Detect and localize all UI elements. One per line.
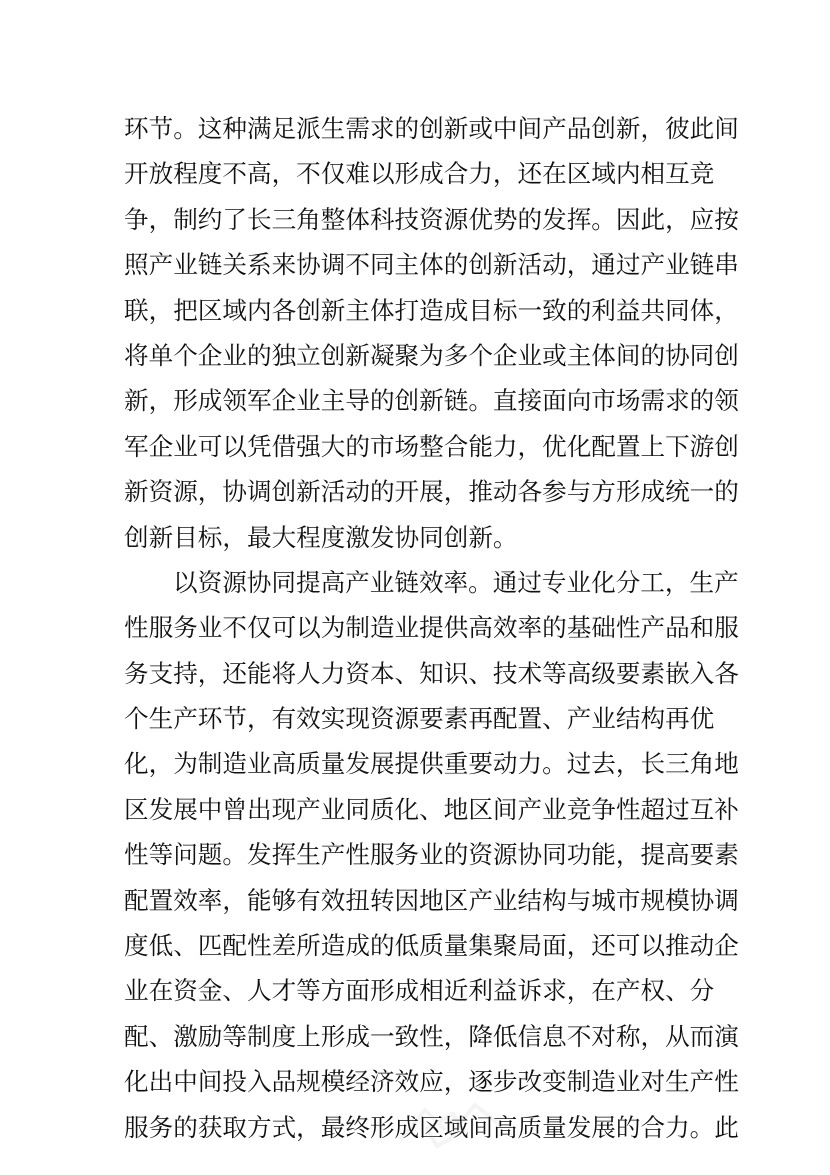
paragraph-2-line-3: 务支持，还能将人力资本、知识、技术等高级要素嵌入各 — [124, 658, 739, 688]
paragraph-1-line-5: 联，把区域内各创新主体打造成目标一致的利益共同体， — [124, 295, 739, 325]
paragraph-2-line-7: 性等问题。发挥生产性服务业的资源协同功能，提高要素 — [124, 840, 739, 870]
paragraph-1-line-2: 开放程度不高，不仅难以形成合力，还在区域内相互竞 — [124, 159, 715, 189]
paragraph-2-line-13: 服务的获取方式，最终形成区域间高质量发展的合力。此 — [124, 1112, 739, 1142]
paragraph-2-line-11: 配、激励等制度上形成一致性，降低信息不对称，从而演 — [124, 1021, 739, 1051]
paragraph-2-line-10: 业在资金、人才等方面形成相近利益诉求，在产权、分 — [124, 976, 715, 1006]
paragraph-1-line-7: 新，形成领军企业主导的创新链。直接面向市场需求的领 — [124, 386, 739, 416]
paragraph-2-line-8: 配置效率，能够有效扭转因地区产业结构与城市规模协调 — [124, 885, 739, 915]
paragraph-2-line-6: 区发展中曾出现产业同质化、地区间产业竞争性超过互补 — [124, 794, 739, 824]
paragraph-2-line-1-rest: 通过专业化分工，生产 — [492, 567, 739, 597]
paragraph-1-line-1: 环节。这种满足派生需求的创新或中间产品创新，彼此间 — [124, 114, 739, 143]
paragraph-2-line-4: 个生产环节，有效实现资源要素再配置、产业结构再优 — [124, 704, 715, 734]
paragraph-2-line-5: 化，为制造业高质量发展提供重要动力。过去，长三角地 — [124, 749, 739, 779]
paragraph-2-line-12: 化出中间投入品规模经济效应，逐步改变制造业对生产性 — [124, 1067, 739, 1097]
paragraph-1-line-9: 新资源，协调创新活动的开展，推动各参与方形成统一的 — [124, 477, 739, 507]
paragraph-1-line-8: 军企业可以凭借强大的市场整合能力，优化配置上下游创 — [124, 431, 739, 461]
paragraph-2-line-9: 度低、匹配性差所造成的低质量集聚局面，还可以推动企 — [124, 931, 739, 961]
paragraph-1-line-6: 将单个企业的独立创新凝聚为多个企业或主体间的协同创 — [124, 340, 739, 370]
paragraph-1-line-3: 争，制约了长三角整体科技资源优势的发挥。因此，应按 — [124, 204, 739, 234]
body-text — [124, 106, 739, 1150]
paragraph-1-line-4: 照产业链关系来协调不同主体的创新活动，通过产业链串 — [124, 250, 739, 280]
paragraph-2-heading: 以资源协同提高产业链效率。 — [173, 567, 493, 597]
paragraph-2-line-2: 性服务业不仅可以为制造业提供高效率的基础性产品和服 — [124, 613, 739, 643]
paragraph-1-line-10: 创新目标，最大程度激发协同创新。 — [124, 522, 518, 552]
paragraph-2-line-1 — [124, 560, 739, 605]
watermark-icon — [390, 1090, 510, 1150]
